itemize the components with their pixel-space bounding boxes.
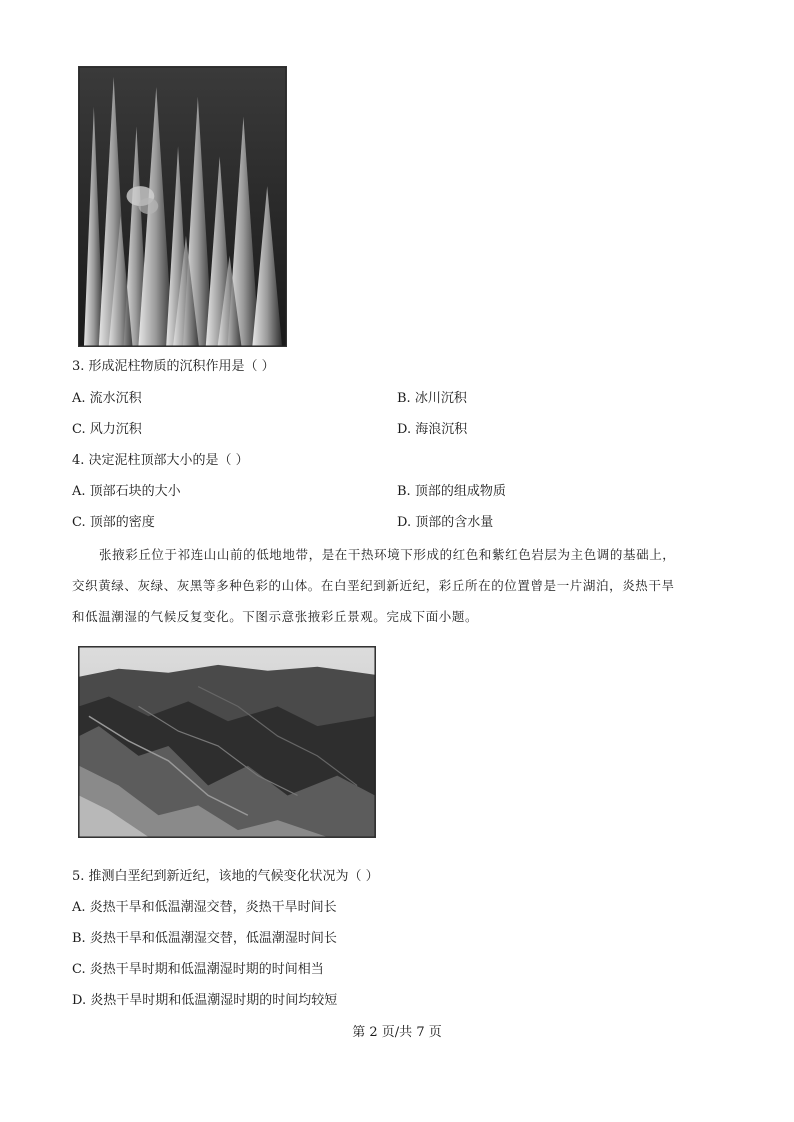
page-number: 第 2 页/共 7 页 bbox=[352, 1025, 442, 1040]
q5-option-d: D. 炎热干旱时期和低温潮湿时期的时间均较短 bbox=[72, 993, 338, 1008]
q4-option-a: A. 顶部石块的大小 bbox=[72, 484, 181, 499]
passage-line-3: 和低温潮湿的气候反复变化。下图示意张掖彩丘景观。完成下面小题。 bbox=[72, 609, 479, 624]
q5-option-b: B. 炎热干旱和低温潮湿交替，低温潮湿时间长 bbox=[72, 931, 337, 946]
q3-stem: 3. 形成泥柱物质的沉积作用是（ ） bbox=[72, 359, 275, 374]
mud-pillar-photo bbox=[78, 66, 287, 347]
q4-option-b: B. 顶部的组成物质 bbox=[397, 484, 506, 499]
passage-line-1: 张掖彩丘位于祁连山山前的低地地带，是在干热环境下形成的红色和紫红色岩层为主色调的基础上， bbox=[99, 547, 676, 562]
q5-option-a: A. 炎热干旱和低温潮湿交替，炎热干旱时间长 bbox=[72, 900, 337, 915]
passage-line-2: 交织黄绿、灰绿、灰黑等多种色彩的山体。在白垩纪到新近纪，彩丘所在的位置曾是一片湖泊，炎热干旱 bbox=[72, 578, 675, 593]
q4-option-c: C. 顶部的密度 bbox=[72, 515, 155, 530]
zhangye-hills-photo bbox=[78, 646, 376, 838]
q5-option-c: C. 炎热干旱时期和低温潮湿时期的时间相当 bbox=[72, 962, 324, 977]
mud-pillar-illustration bbox=[79, 67, 286, 346]
q4-option-d: D. 顶部的含水量 bbox=[397, 515, 494, 530]
q4-stem: 4. 决定泥柱顶部大小的是（ ） bbox=[72, 453, 249, 468]
q3-option-d: D. 海浪沉积 bbox=[397, 422, 468, 437]
q3-option-c: C. 风力沉积 bbox=[72, 422, 142, 437]
q3-option-a: A. 流水沉积 bbox=[72, 391, 142, 406]
q5-stem: 5. 推测白垩纪到新近纪，该地的气候变化状况为（ ） bbox=[72, 869, 379, 884]
zhangye-hills-illustration bbox=[79, 647, 375, 837]
q3-option-b: B. 冰川沉积 bbox=[397, 391, 467, 406]
